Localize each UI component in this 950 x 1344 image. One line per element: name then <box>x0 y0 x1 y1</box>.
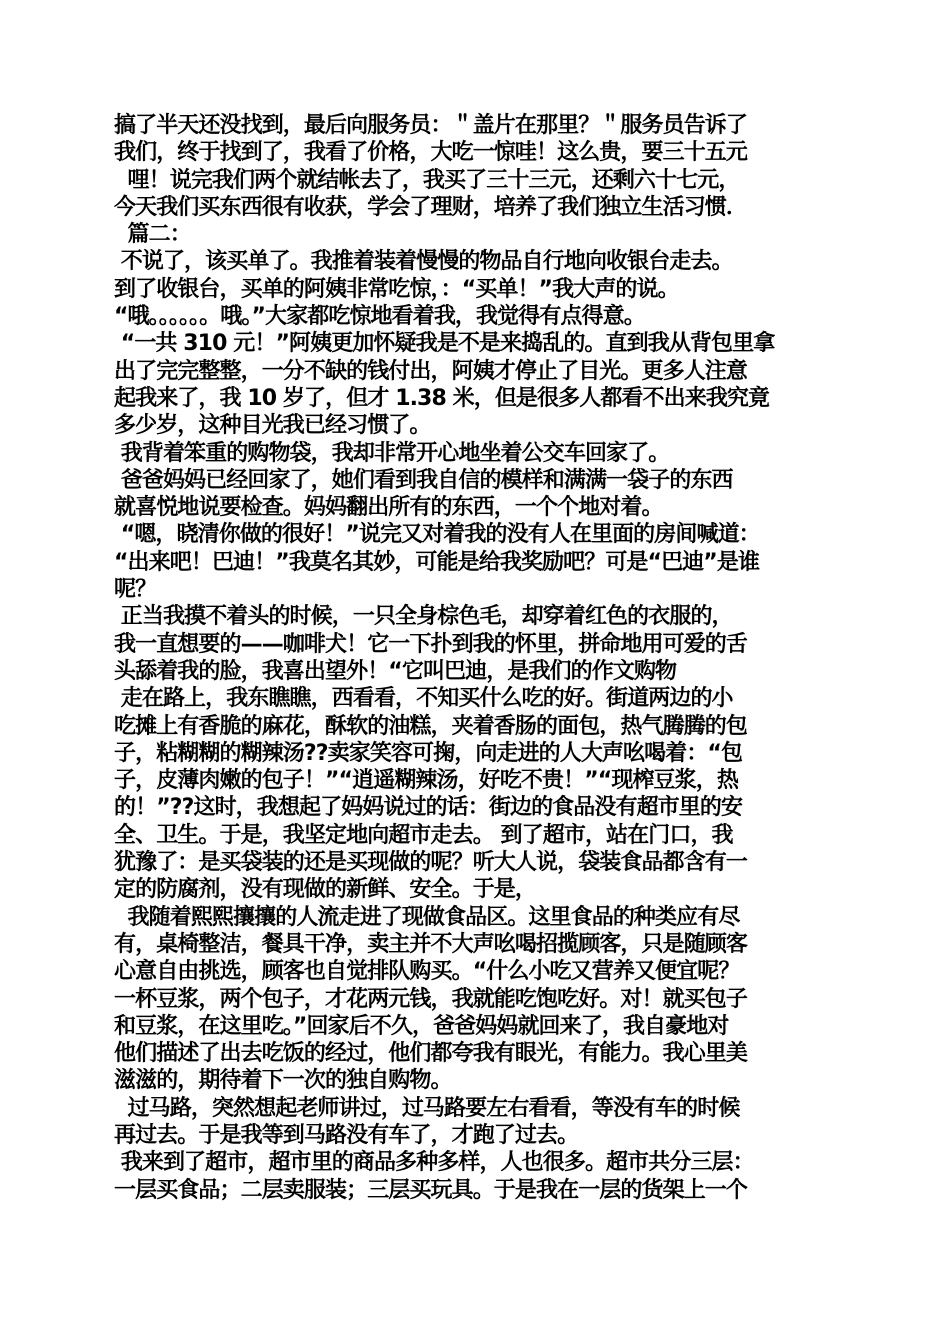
text-line: 起我来了，我 10 岁了，但才 1.38 米，但是很多人都看不出来我究竟 <box>114 385 770 411</box>
text-line: 不说了，该买单了。我推着装着慢慢的物品自行地向收银台走去。 <box>114 249 733 275</box>
text-line: 滋滋的，期待着下一次的独自购物。 <box>114 1068 452 1094</box>
text-line: 就喜悦地说要检查。妈妈翻出所有的东西，一个个地对着。 <box>114 495 663 521</box>
text-line: 我背着笨重的购物袋，我却非常开心地坐着公交车回家了。 <box>114 440 670 466</box>
text-line: 正当我摸不着头的时候，一只全身棕色毛，却穿着红色的衣服的， <box>114 604 733 630</box>
text-line: 吃摊上有香脆的麻花，酥软的油糕，夹着香肠的面包，热气腾腾的包 <box>114 713 748 739</box>
text-line: 搞了半天还没找到，最后向服务员：＂盖片在那里？＂服务员告诉了 <box>114 113 748 138</box>
text-line: “哦。。。。。。哦。”大家都吃惊地看着我，我觉得有点得意。 <box>114 304 645 330</box>
text-line: 一杯豆浆，两个包子，才花两元钱，我就能吃饱吃好。对！就买包子 <box>114 986 748 1012</box>
text-line: 有，桌椅整洁，餐具干净，卖主并不大声吆喝招揽顾客，只是随顾客 <box>114 931 748 957</box>
text-line: 我一直想要的——咖啡犬！它一下扑到我的怀里，拼命地用可爱的舌 <box>114 631 748 657</box>
text-line: “一共 310 元！”阿姨更加怀疑我是不是来捣乱的。直到我从背包里拿 <box>114 331 775 357</box>
text-line: 子，粘糊糊的糊辣汤??卖家笑容可掬，向走进的人大声吆喝着：“包 <box>114 740 743 766</box>
text-line: 爸爸妈妈已经回家了，她们看到我自信的模样和满满一袋子的东西 <box>114 467 733 493</box>
text-line: 再过去。于是我等到马路没有车了，才跑了过去。 <box>114 1122 579 1148</box>
text-line: “出来吧！巴迪！”我莫名其妙，可能是给我奖励吧？可是“巴迪”是谁 <box>114 549 760 575</box>
text-line: 多少岁，这种目光我已经习惯了。 <box>114 413 431 439</box>
text-line: 的！”??这时，我想起了妈妈说过的话：街边的食品没有超市里的安 <box>114 795 743 821</box>
text-line: 到了收银台，买单的阿姨非常吃惊，：“买单！”我大声的说。 <box>114 276 679 302</box>
text-line: 心意自由挑选，顾客也自觉排队购买。“什么小吃又营养又便宜呢？ <box>114 959 740 985</box>
text-line: 我们，终于找到了，我看了价格，大吃一惊哇！这么贵，要三十五元 <box>114 140 748 166</box>
text-line: 和豆浆，在这里吃。”回家后不久，爸爸妈妈就回来了，我自豪地对 <box>114 1013 729 1039</box>
text-line: 子，皮薄肉嫩的包子！”“逍遥糊辣汤，好吃不贵！”“现榨豆浆，热 <box>114 768 738 794</box>
text-line: “嗯，晓清你做的很好！”说完又对着我的没有人在里面的房间喊道： <box>114 522 760 548</box>
text-line: 我随着熙熙攘攘的人流走进了现做食品区。这里食品的种类应有尽 <box>114 904 740 930</box>
text-line: 哩！说完我们两个就结帐去了，我买了三十三元，还剩六十七元， <box>114 167 740 193</box>
text-line: 一层买食品；二层卖服装；三层买玩具。于是我在一层的货架上一个 <box>114 1177 748 1203</box>
essay-text <box>114 112 844 1204</box>
text-line: 我来到了超市，超市里的商品多种多样，人也很多。超市共分三层： <box>114 1150 754 1176</box>
text-line: 呢？ <box>114 577 157 603</box>
text-line: 全、卫生。于是，我坚定地向超市走去。 到了超市，站在门口，我 <box>114 822 733 848</box>
section-heading: 篇二： <box>114 222 191 248</box>
text-line: 今天我们买东西很有收获，学会了理财，培养了我们独立生活习惯． <box>114 194 748 220</box>
text-line: 出了完完整整，一分不缺的钱付出，阿姨才停止了目光。更多人注意 <box>114 358 748 384</box>
text-line: 定的防腐剂，没有现做的新鲜、安全。于是， <box>114 877 537 903</box>
text-line: 犹豫了：是买袋装的还是买现做的呢？听大人说，袋装食品都含有一 <box>114 850 748 876</box>
text-line: 头舔着我的脸，我喜出望外！“它叫巴迪，是我们的作文购物 <box>114 658 677 684</box>
text-line: 他们描述了出去吃饭的经过，他们都夸我有眼光，有能力。我心里美 <box>114 1041 748 1067</box>
text-line: 走在路上，我东瞧瞧，西看看，不知买什么吃的好。街道两边的小 <box>114 686 733 712</box>
text-line: 过马路，突然想起老师讲过，过马路要左右看看，等没有车的时候 <box>114 1095 740 1121</box>
